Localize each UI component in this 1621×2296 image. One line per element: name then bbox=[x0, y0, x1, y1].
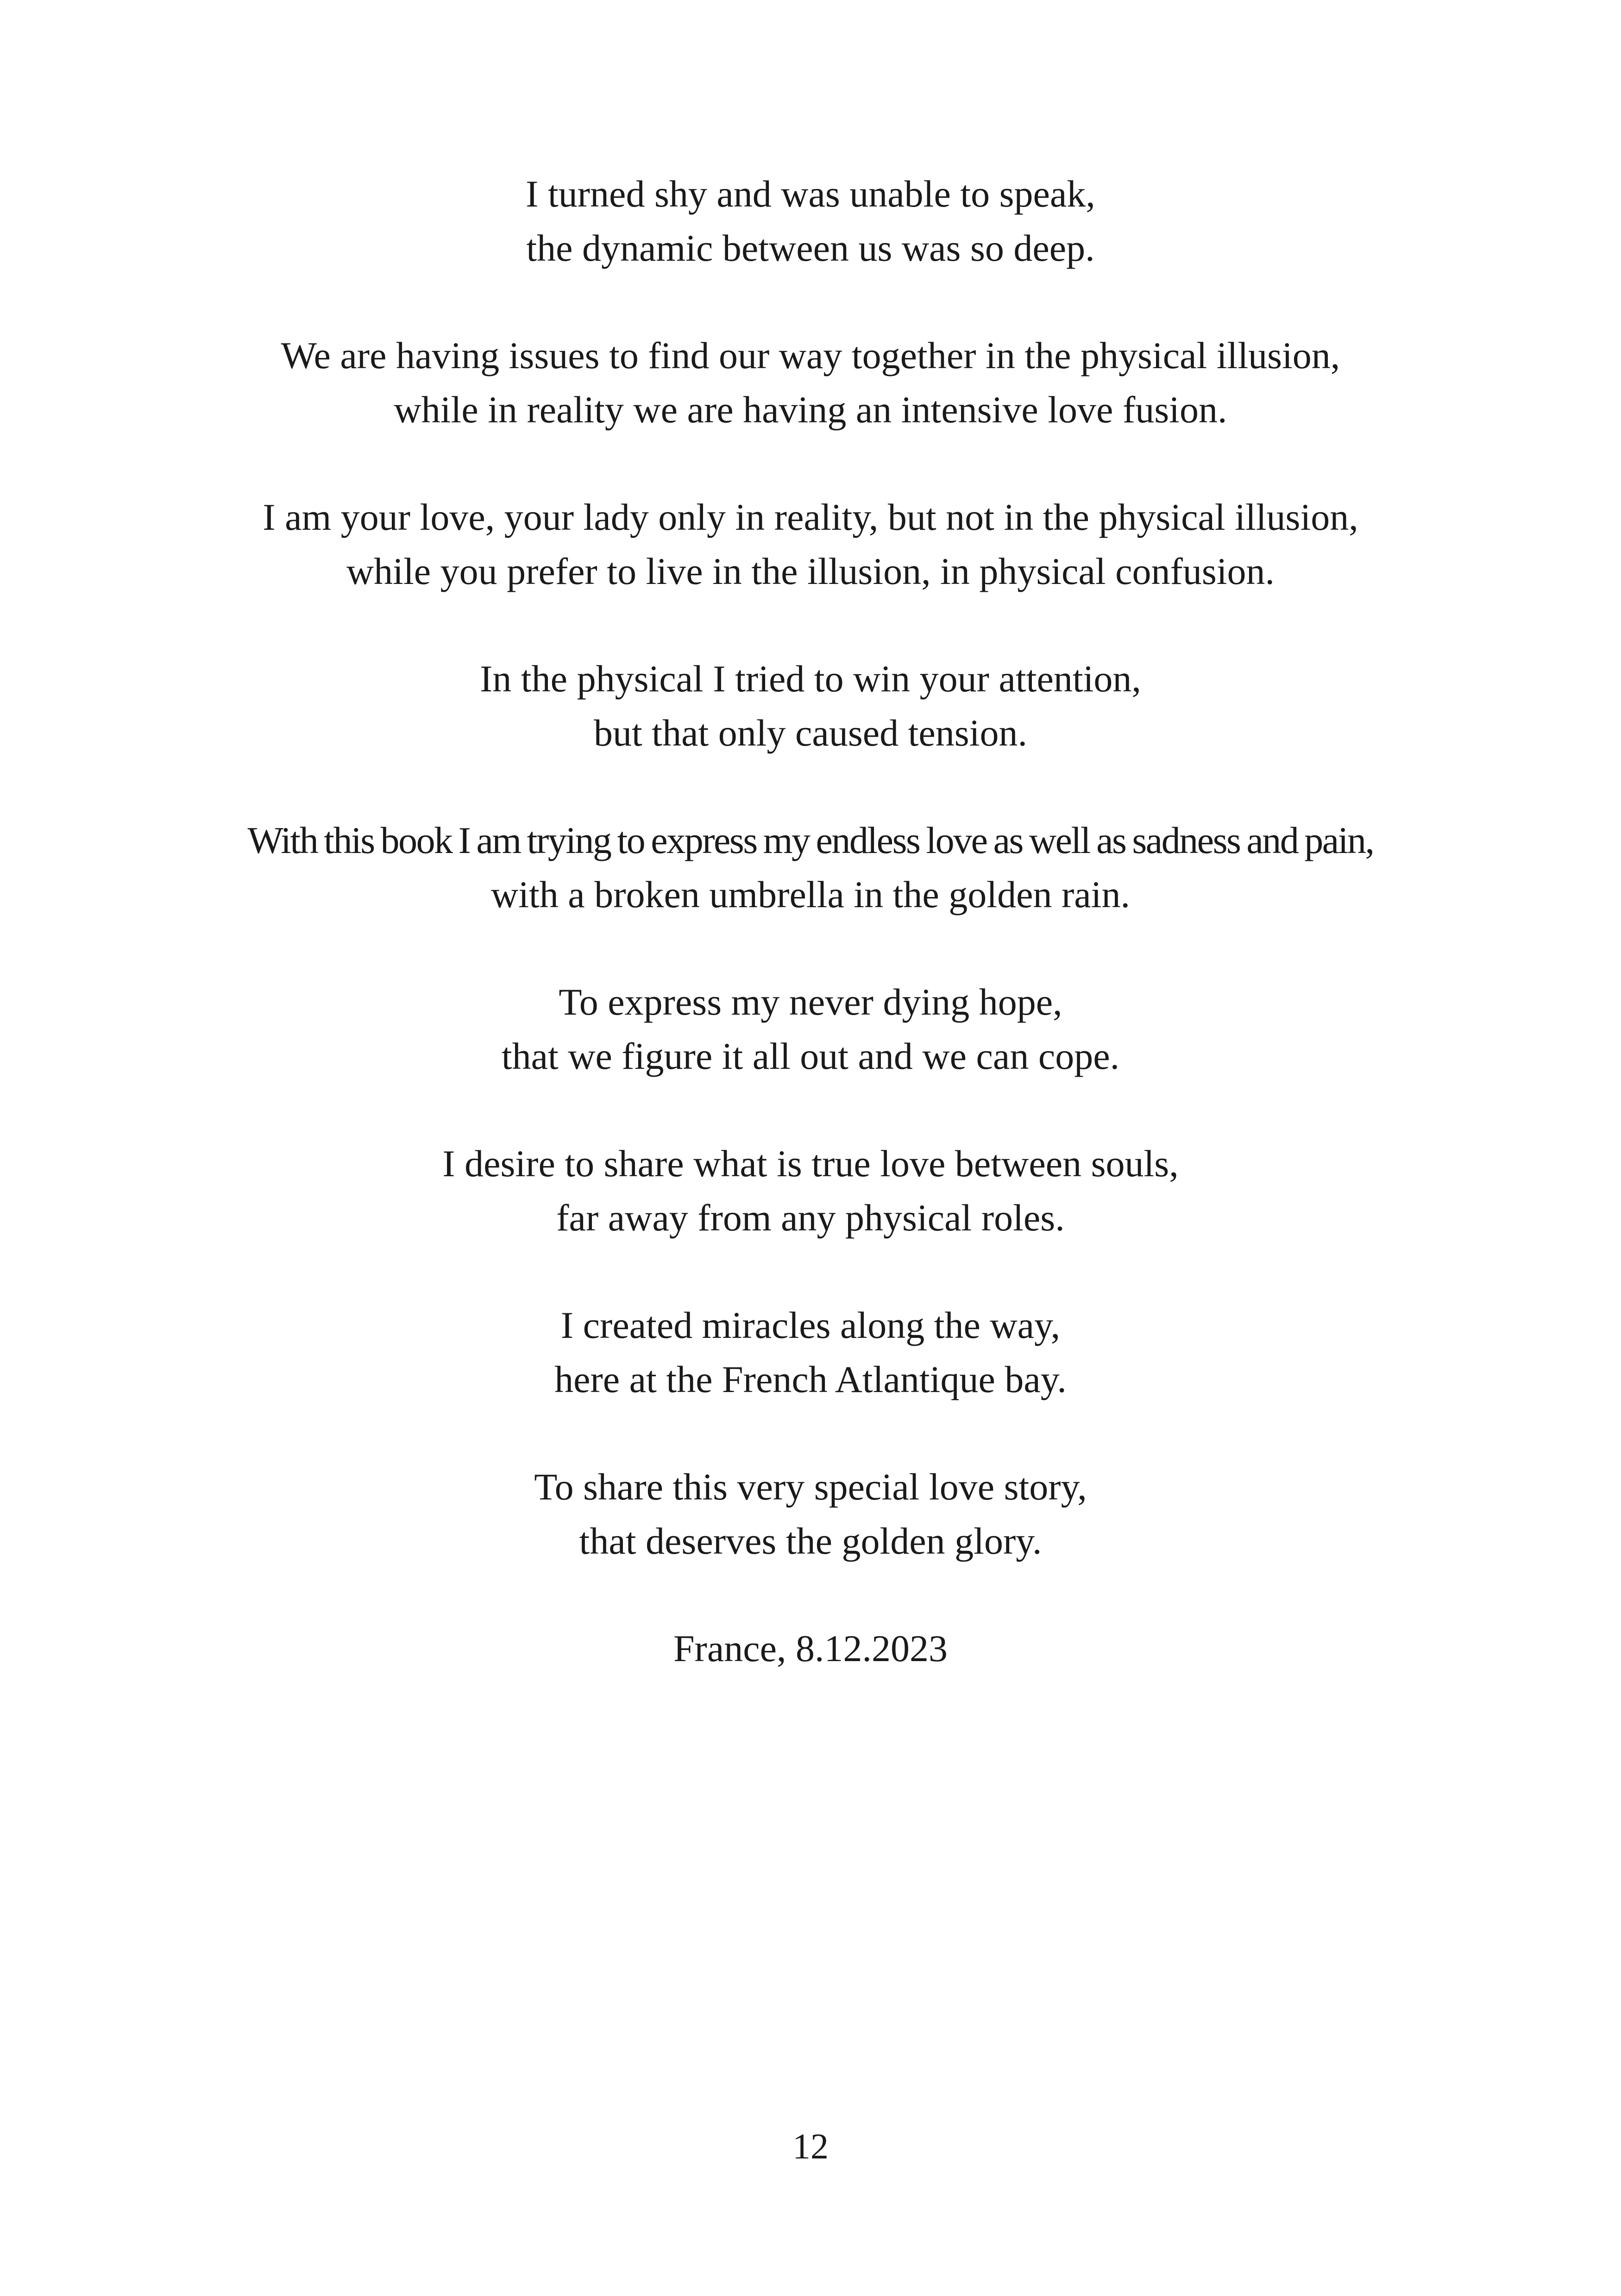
stanza-2 bbox=[0, 328, 1621, 437]
poem-line: that we figure it all out and we can cope. bbox=[501, 1035, 1120, 1077]
poem-line: while in reality we are having an intensive love fusion. bbox=[394, 389, 1227, 431]
poem-line: We are having issues to find our way together in the physical illusion, bbox=[281, 334, 1340, 376]
poem-line: In the physical I tried to win your attention, bbox=[480, 658, 1141, 700]
poem-line: with a broken umbrella in the golden rain. bbox=[491, 873, 1130, 916]
stanza-9 bbox=[0, 1460, 1621, 1568]
poem-line: To share this very special love story, bbox=[534, 1466, 1087, 1508]
stanza-3 bbox=[0, 490, 1621, 598]
signature-date: France, 8.12.2023 bbox=[673, 1627, 948, 1669]
stanza-5 bbox=[0, 813, 1621, 922]
poem-line: To express my never dying hope, bbox=[559, 981, 1062, 1023]
poem-line: while you prefer to live in the illusion, in physical confusion. bbox=[346, 550, 1275, 592]
stanza-8 bbox=[0, 1298, 1621, 1406]
poem-line: With this book I am trying to express my endless love as well as sadness and pain, bbox=[247, 819, 1374, 861]
poem-line: the dynamic between us was so deep. bbox=[526, 227, 1095, 269]
poem-line: far away from any physical roles. bbox=[556, 1197, 1065, 1239]
poem-line: here at the French Atlantique bay. bbox=[554, 1358, 1067, 1400]
page-number: 12 bbox=[792, 2126, 829, 2166]
poem-line: but that only caused tension. bbox=[594, 712, 1027, 754]
poem-line: I created miracles along the way, bbox=[560, 1304, 1061, 1346]
stanza-1 bbox=[0, 167, 1621, 275]
stanza-4 bbox=[0, 652, 1621, 760]
poem-line: that deserves the golden glory. bbox=[579, 1520, 1042, 1562]
poem bbox=[0, 167, 1621, 1675]
stanza-7 bbox=[0, 1136, 1621, 1245]
stanza-6 bbox=[0, 975, 1621, 1083]
poem-line: I am your love, your lady only in reality, but not in the physical illusion, bbox=[263, 496, 1358, 538]
poem-line: I desire to share what is true love between souls, bbox=[442, 1142, 1179, 1185]
poem-line: I turned shy and was unable to speak, bbox=[526, 173, 1095, 215]
